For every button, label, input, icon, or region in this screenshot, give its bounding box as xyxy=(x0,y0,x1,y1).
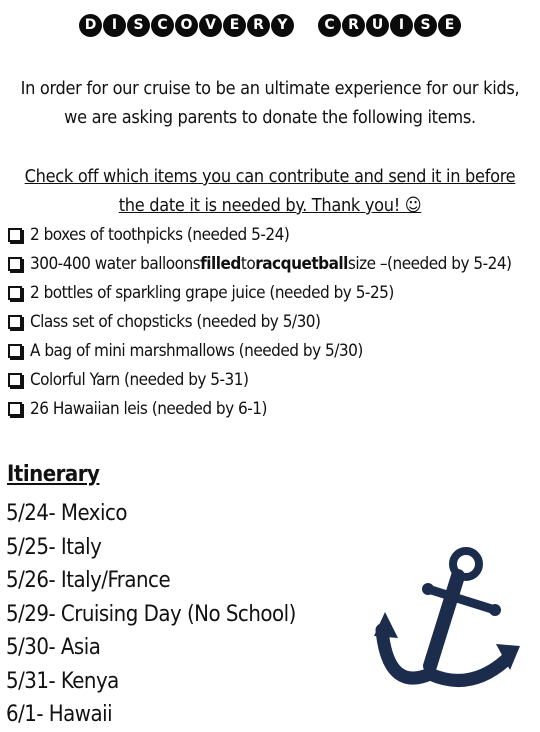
title-letter: V xyxy=(199,14,222,37)
instruction-paragraph: Check off which items you can contribute and send it in before the date it is needed by. Thank you! ☺ xyxy=(24,166,516,216)
checklist-item-text: to xyxy=(240,253,256,274)
checkbox-icon[interactable] xyxy=(8,373,22,387)
title-letter: S xyxy=(127,14,150,37)
checklist-item-emphasis: filled xyxy=(200,253,241,274)
checkbox-icon[interactable] xyxy=(8,315,22,329)
checkbox-icon[interactable] xyxy=(8,228,22,242)
checklist-item-text: Class set of chopsticks (needed by 5/30) xyxy=(30,311,321,332)
checklist-item[interactable] xyxy=(8,220,536,249)
itinerary-list xyxy=(6,497,296,732)
itinerary-item: 5/25- Italy xyxy=(6,534,102,560)
title-word-discovery xyxy=(79,14,294,37)
title-letter: O xyxy=(175,14,198,37)
checklist-item[interactable] xyxy=(8,336,536,365)
itinerary-item: 5/29- Cruising Day (No School) xyxy=(6,601,296,627)
title-letter: C xyxy=(151,14,174,37)
title-letter: E xyxy=(223,14,246,37)
checklist-item[interactable] xyxy=(8,365,536,394)
checkbox-icon[interactable] xyxy=(8,402,22,416)
checklist-item-emphasis: racquetball xyxy=(255,253,348,274)
title-letter: U xyxy=(366,14,389,37)
checkbox-icon[interactable] xyxy=(8,286,22,300)
checkbox-icon[interactable] xyxy=(8,344,22,358)
itinerary-heading: Itinerary xyxy=(7,462,100,487)
title-letter: E xyxy=(438,14,461,37)
checklist-item-text: size –(needed by 5-24) xyxy=(347,253,512,274)
checklist-item-text: 2 bottles of sparkling grape juice (needed by 5-25) xyxy=(30,282,394,303)
checklist-item-text: Colorful Yarn (needed by 5-31) xyxy=(30,369,249,390)
checklist-item-text: 26 Hawaiian leis (needed by 6-1) xyxy=(30,398,267,419)
checklist-item[interactable] xyxy=(8,394,536,423)
anchor-icon xyxy=(374,542,524,712)
itinerary-item: 5/31- Kenya xyxy=(6,668,119,694)
checklist-item[interactable] xyxy=(8,278,536,307)
title-letter: I xyxy=(103,14,126,37)
checklist-item[interactable] xyxy=(8,307,536,336)
intro-paragraph: In order for our cruise to be an ultimate experience for our kids, we are asking parents to donate the following items. xyxy=(20,78,520,128)
title-banner xyxy=(0,14,540,37)
title-word-cruise xyxy=(318,14,461,37)
title-letter: R xyxy=(247,14,270,37)
title-letter: Y xyxy=(271,14,294,37)
checklist-item-text: A bag of mini marshmallows (needed by 5/30) xyxy=(30,340,363,361)
title-letter: C xyxy=(318,14,341,37)
title-letter: D xyxy=(79,14,102,37)
checkbox-icon[interactable] xyxy=(8,257,22,271)
checklist-item[interactable] xyxy=(8,249,536,278)
title-letter: R xyxy=(342,14,365,37)
title-letter: S xyxy=(414,14,437,37)
itinerary-item: 6/1- Hawaii xyxy=(6,702,113,727)
itinerary-item: 5/30- Asia xyxy=(6,635,101,660)
donation-checklist xyxy=(8,220,536,423)
checklist-item-text: 2 boxes of toothpicks (needed 5-24) xyxy=(30,224,290,245)
title-letter: I xyxy=(390,14,413,37)
itinerary-item: 5/24- Mexico xyxy=(6,501,127,526)
checklist-item-text: 300-400 water balloons xyxy=(30,253,201,274)
itinerary-item: 5/26- Italy/France xyxy=(6,568,171,593)
